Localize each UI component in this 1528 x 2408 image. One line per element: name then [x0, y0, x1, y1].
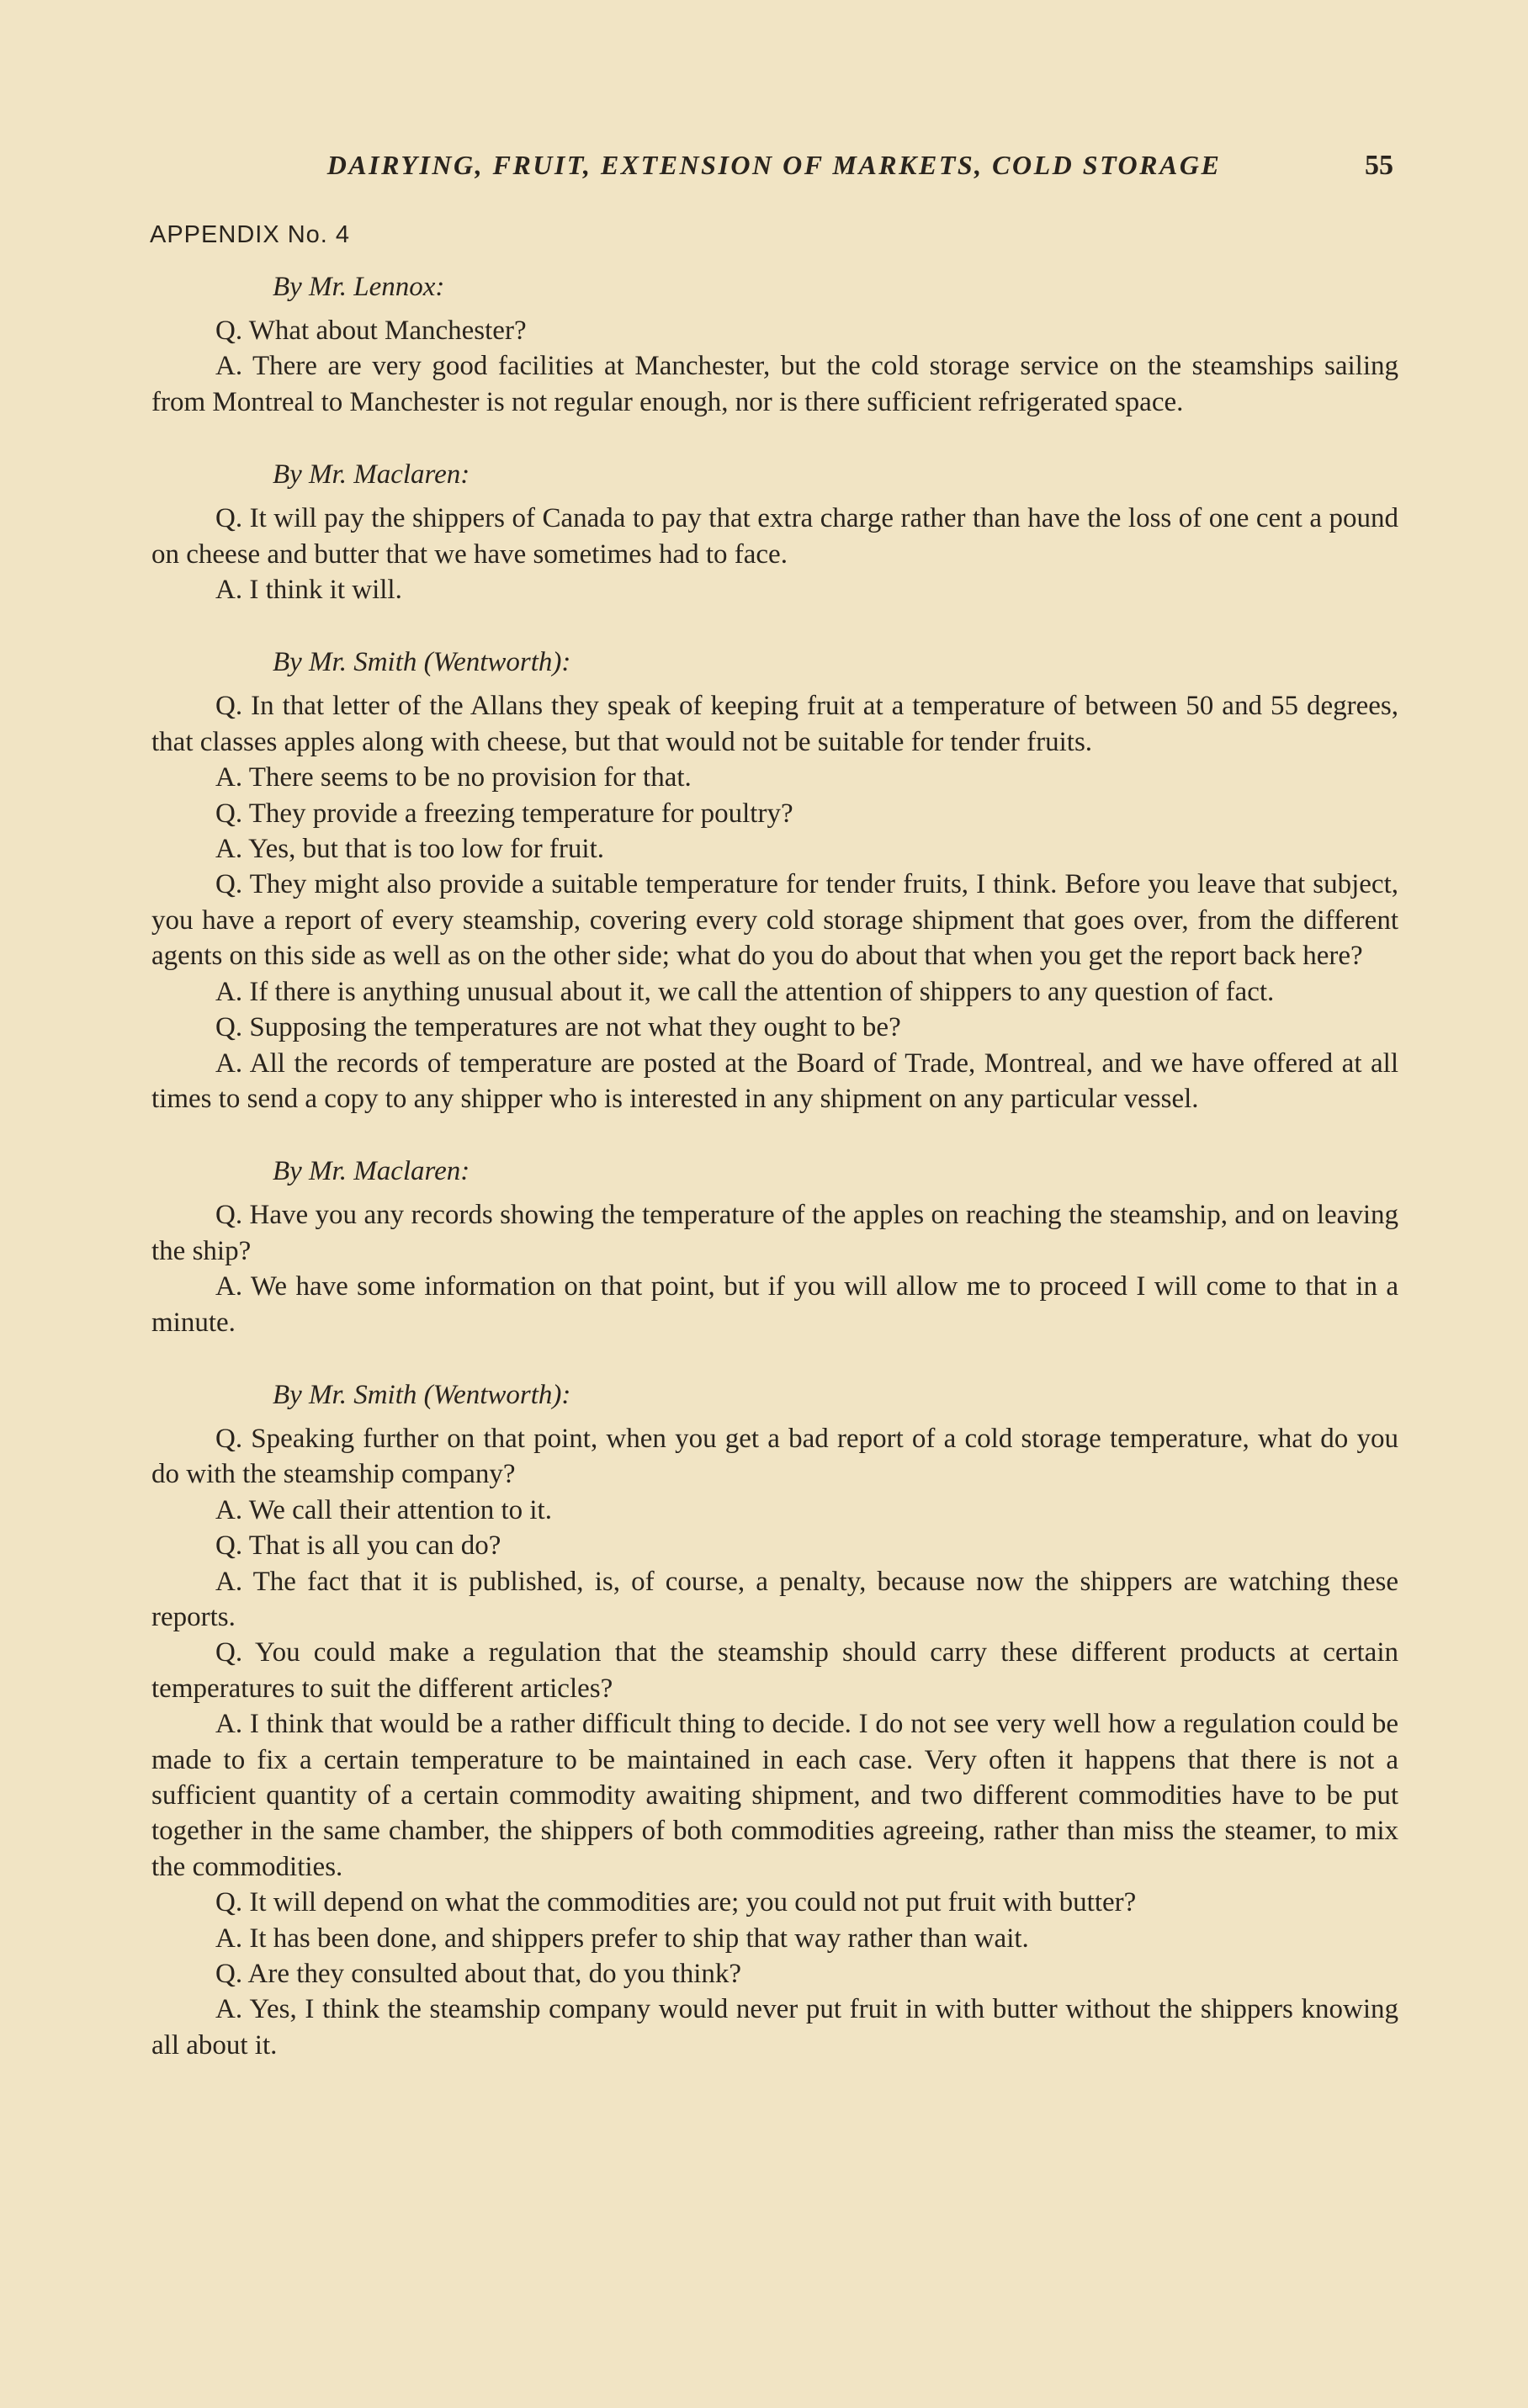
answer-paragraph: A. All the records of temperature are posted at the Board of Trade, Montreal, and we have offered at all times to send a copy to any shipper who is interested in any shipment on any particular vessel. [151, 1048, 1398, 1114]
answer-paragraph: A. We have some information on that point, but if you will allow me to proceed I will come to that in a minute. [151, 1271, 1398, 1338]
question-paragraph: Q. They provide a freezing temperature for poultry? [215, 798, 793, 829]
question-paragraph: Q. They might also provide a suitable temperature for tender fruits, I think. Before you leave that subject, you have a report of every steamship, covering every cold storage shipment that goes over, from the different agents on this side as well as on the other side; what do you do about that when you get the report back here? [151, 869, 1398, 972]
speaker-heading: By Mr. Smith (Wentworth): [273, 647, 571, 678]
answer-paragraph: A. The fact that it is published, is, of course, a penalty, because now the shippers are watching these reports. [151, 1566, 1398, 1632]
question-paragraph: Q. That is all you can do? [215, 1530, 501, 1562]
section-maclaren-2 [151, 1154, 1398, 1340]
answer-paragraph: A. Yes, but that is too low for fruit. [215, 834, 604, 865]
answer-paragraph: A. Yes, I think the steamship company would never put fruit in with butter without the shippers knowing all about it. [151, 1994, 1398, 2061]
section-gap [151, 1340, 1398, 1377]
appendix-label: APPENDIX No. 4 [150, 221, 351, 248]
question-paragraph: Q. In that letter of the Allans they speak of keeping fruit at a temperature of between 50 and 55 degrees, that classes apples along with cheese, but that would not be suitable for tender fruits. [151, 691, 1398, 757]
section-gap [151, 420, 1398, 457]
question-paragraph: Q. Speaking further on that point, when you get a bad report of a cold storage temperature, what do you do with the steamship company? [151, 1423, 1398, 1490]
question-paragraph: Q. It will depend on what the commodities are; you could not put fruit with butter? [215, 1887, 1137, 1918]
answer-paragraph: A. We call their attention to it. [215, 1494, 552, 1525]
answer-paragraph: A. I think it will. [215, 575, 402, 606]
section-maclaren-1 [151, 457, 1398, 607]
answer-paragraph: A. There seems to be no provision for that. [215, 762, 692, 793]
question-paragraph: Q. It will pay the shippers of Canada to pay that extra charge rather than have the loss of one cent a pound on cheese and butter that we have sometimes had to face. [151, 503, 1398, 570]
testimony-body [151, 269, 1398, 2063]
answer-paragraph: A. There are very good facilities at Manchester, but the cold storage service on the steamships sailing from Montreal to Manchester is not regular enough, nor is there sufficient refrigerated space. [151, 351, 1398, 417]
speaker-heading: By Mr. Maclaren: [273, 1156, 470, 1187]
question-paragraph: Q. Have you any records showing the temperature of the apples on reaching the steamship, and on leaving the ship? [151, 1200, 1398, 1266]
answer-paragraph: A. If there is anything unusual about it, we call the attention of shippers to any question of fact. [215, 976, 1275, 1007]
section-gap [151, 1116, 1398, 1154]
question-paragraph: Q. Supposing the temperatures are not what they ought to be? [215, 1012, 901, 1043]
speaker-heading: By Mr. Smith (Wentworth): [273, 1379, 571, 1410]
page-number: 55 [1365, 150, 1393, 181]
speaker-heading: By Mr. Lennox: [273, 272, 445, 302]
section-lennox [151, 269, 1398, 420]
question-paragraph: Q. Are they consulted about that, do you think? [215, 1959, 742, 1990]
question-paragraph: Q. You could make a regulation that the steamship should carry these different products at certain temperatures to suit the different articles? [151, 1637, 1398, 1704]
speaker-heading: By Mr. Maclaren: [273, 459, 470, 491]
answer-paragraph: A. I think that would be a rather difficult thing to decide. I do not see very well how a regulation could be made to fix a certain temperature to be maintained in each case. Very often it happens that there is not a sufficient quantity of a certain commodity awaiting shipment, and two different commodities have to be put together in the same chamber, the shippers of both commodities agreeing, rather than miss the steamer, to mix the commodities. [151, 1709, 1398, 1882]
section-gap [151, 607, 1398, 644]
section-smith-2 [151, 1377, 1398, 2063]
running-title: DAIRYING, FRUIT, EXTENSION OF MARKETS, COLD STORAGE [326, 150, 1222, 180]
question-paragraph: Q. What about Manchester? [215, 316, 527, 346]
answer-paragraph: A. It has been done, and shippers prefer to ship that way rather than wait. [215, 1923, 1029, 1954]
section-smith-1 [151, 644, 1398, 1116]
